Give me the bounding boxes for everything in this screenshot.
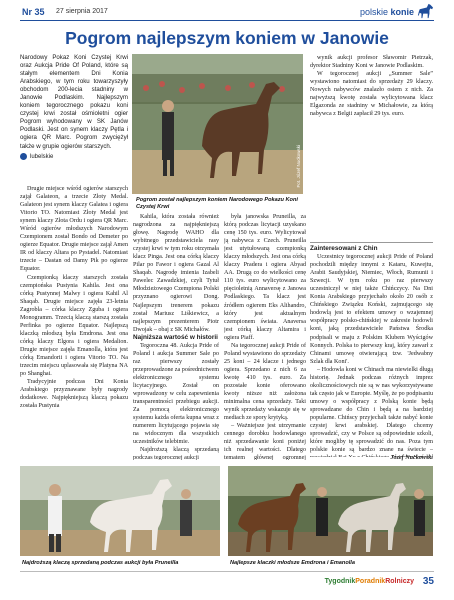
caption-bottom-left: Najdroższą klaczą sprzedaną podczas aukcji była Pruneilla: [22, 560, 179, 566]
footer-brand: [325, 578, 414, 585]
section-subhead: Najniższa wartość w historii: [133, 333, 218, 341]
caption-top: Pogrom został najlepszym koniem Narodowego Pokazu Koni Czystej Krwi: [136, 197, 298, 210]
footer-brand-part1: Tygodnik: [324, 578, 356, 585]
header-rule: [20, 20, 434, 21]
author-line: [20, 153, 128, 161]
photo-pogrom-image: [132, 54, 303, 194]
col3-paragraph: była janowska Pruneilla, za którą podczas licytacji uzyskano cenę 150 tys. euro. Wylicytował ją nabywca z Czech. Pruneilla jest utytułowaną czempionką klaczy młodszych. Jest ona córką klaczy Pradera i ogiera Abyad AA. Drugą co do wielkości cenę 110 tys. euro wylicytowano za pięcioletnią Annaversę z Janowa Podlaskiego. Ta klacz jest źródłem ogierem Eks Alihandro, który jest aktualnym czempionem świata. Anaversa jest córką klaczy Altamira i ogiera Piaff.: [224, 214, 306, 341]
issue-number: Nr 35: [22, 7, 45, 17]
brand-prefix: polskie: [359, 7, 388, 17]
col2-paragraph: Kahila, która została również nagrodzona za najpiękniejszą głowę. Nagrodę WAHO dla wybitnego przedstawiciela rasy czystej krwi w tym roku otrzymała klacz Pinga. Jest ona córką klaczy Pilar po Fawor i ogiera Gazal Al Shaqab. Nagrodę imienia Izabeli Pawelec Zawadzkiej, czyli Tytuł Młodzieżowego Czempiona Polski przyznano ogierowi Dong. Najlepszym trenerem pokazu został Mariusz Liśkiewicz, a najlepszym prezenterem Piotr Dwojak – obaj z SK Michałów.: [133, 214, 219, 333]
article-column-4: [310, 54, 433, 239]
sidebar-paragraph: Uczestnicy tegorocznej aukcji Pride of Poland pochodzili między innymi z Kataru, Kuwejtu, Arabii Saudyjskiej, Niemiec, Włoch, Rumunii i Szwecji. W tym roku po raz pierwszy uczestniczył w niej także Chińczycy. Na Dni Konia Arabskiego przyjechało około 20 osób z Chińskiego Związku Koński, zajmującego się hodowlą jest to efektem umowy o wzajemnej współpracy polsko-chińskiej w zakresie hodowli koni, jaką przedstawiciele Państwa Środka podpisali w maju z Polskim Klubem Wyścigów Konnych. Polska to pierwszy kraj, który zawarł z Chinami umowę otwierającą tzw. 'Jedwabny Szlak dla Koni'.: [310, 254, 433, 365]
photo-pogrom: [132, 54, 303, 194]
brand-title: [360, 7, 414, 17]
article-lead: [20, 54, 128, 174]
col4-paragraph: W tegorocznej aukcji „Summer Sale” wystawiono natomiast do sprzedaży 29 klaczy. Nowych nabywców znalazło osiem z nich. Za najwyższą kwotę została wylicytowana klacz Elgazonda ze stadniny w Michałowie, za którą nabywca z Belgii zapłacił 29 tys. euro.: [310, 71, 433, 118]
issue-date: 27 sierpnia 2017: [56, 8, 108, 15]
caption-bottom-right: Najlepsze klaczki młodsze Emdrona i Emanolla: [230, 560, 355, 566]
page-number: 35: [422, 576, 434, 587]
photo-emdrona-emanolla-image: [228, 466, 433, 556]
brand-main: konie: [390, 7, 414, 17]
col2-paragraph: Najdroższą klaczą sprzedaną podczas tegorocznej aukcji: [133, 447, 219, 460]
sidebar-rule: [310, 242, 433, 243]
photo-emdrona-emanolla: [228, 466, 433, 556]
col1-paragraph: Tradycyjnie podczas Dni Konia Arabskiego przyznawane były nagrody dodatkowe. Najpiękniejszą klaczą pokazu została Pustynia: [20, 379, 128, 410]
col2-paragraph: Tegoroczna 48. Aukcja Pride of Poland i aukcja Summer Sale po raz pierwszy zostały przeprowadzone za pośrednictwem elektronicznego systemu licytacyjnego. Został on wprowadzony w celu zapewnienia transparentności przebiegu aukcji. Za pomocą elektronicznego systemu każda oferta kupna wraz z numerem licytującego pojawia się na widocznym dla wszystkich uczestników telebimie.: [133, 342, 219, 446]
photo-credit: Fot. Józef Nuckowski: [296, 145, 301, 188]
sidebar-title: Zainteresowani z Chin: [310, 245, 378, 252]
col3-paragraph: Na tegorocznej aukcji Pride of Poland wystawiono do sprzedaży 25 koni – 24 klacze i jednego ogiera. Sprzedano z nich 6 za kwotę 410 tys. euro. Za pozostałe konie oferowano kwoty niższe niż założona minimalna cena sprzedaży. Taki wynik sprzedaży wskazuje się w mediach ze spory krytyką.: [224, 342, 306, 422]
article-column-2: [133, 213, 219, 460]
col4-paragraph: wynik aukcji profesor Sławomir Pietrzak, dyrektor Stadniny Koni w Janowie Podlaskim.: [310, 55, 433, 70]
author-region: lubelskie: [30, 153, 54, 160]
signature-box: [310, 454, 433, 463]
lead-paragraph: Narodowy Pokaz Koni Czystej Krwi oraz Aukcja Pride Of Poland, które są stałym elementem Dni Konia Arabskiego, w tym roku towarzyszyły obchodom 200-lecia stadniny w Janowie Podlaskim. Najlepszym koniem tegorocznego pokazu koni czystej krwi został ośmioletni ogier Pogrom wyhodowany w SK Janów Podlaski. Jest on synem klaczy Pętla i ogiera QR Marc. Pogrom zwyciężył także w grupie ogierów starszych.: [20, 54, 128, 150]
footer-brand-part2: Poradnik: [355, 578, 386, 585]
article-column-1: [20, 185, 128, 460]
article-column-3: [224, 213, 306, 460]
photo-pruneilla-image: [20, 466, 220, 556]
col1-paragraph: Czempionką klaczy starszych została czempiońska Pustynia Kahila. Jest ona córką Pustynnej Malwy i ogiera Kahil Al Shaqab. Drugie miejsce zajęła 23-letnia Zagrobla – córka klaczy Zguba i ogiera Monogramm. Trzecią klaczą starszą została Perfinka po ogierze Equator. Najlepszą klaczką młodszą była Emdrona. Jest ona córką klaczy Elgora i ogiera Medalion. Drugie miejsce zajęła Emanolla, która jest córką Emandorii i ogiera Vitorio TO. Na trzecim miejscu uplasowała się Platyna NA po Shanghai.: [20, 274, 128, 378]
article-signature: Józef Nuckowski: [390, 455, 433, 461]
footer-rule: [20, 571, 434, 572]
article-title: Pogrom najlepszym koniem w Janowie: [65, 28, 389, 48]
footer-brand-part3: Rolniczy: [385, 578, 414, 585]
horse-silhouette-icon: [416, 3, 434, 19]
photo-pruneilla: [20, 466, 220, 556]
sidebar-paragraph: – Hodowla koni w Chinach ma niewielki długą historię. Jednak podczas różnych imprez okolicznościowych nie są w nas wykorzystywane tak często jak w Europie. Myślę, że po podpisaniu umowy o współpracy z Polską konie będą sprowadzane do Chin i będą a na bardziej popularne. Chińscy przyjechali także nabyć konie czystej krwi arabskiej. Dlatego chcemy sprowadzić, czy w Polsce są odpowiednie szkoli, które mogliby tę sprowadzić do nas. Poza tym polskie konie są bardzo znane na świecie –: [310, 366, 433, 454]
sidebar-box: [310, 245, 433, 457]
location-dot-icon: [20, 153, 27, 160]
col1-paragraph: Drugie miejsce wśród ogierów starszych zajął Galateon, a trzecie Złoty Medal. Galateon jest synem klaczy Galatea i ogiera Vitorio TO. Natomiast Złoty Medal jest synem klaczy Złota Ordu i ogiera QR Marc. Wśród ogierów młodszych Narodowym Czempionem został Bondo od Demeter po ogierze Equator. Drugie miejsce zajął Amen IR od klaczy Altara po Pystadel. Natomiast trzecie – Dastan od Damy Pik po ogierze Equator.: [20, 186, 128, 273]
col3-paragraph: – Ważniejsze jest utrzymanie cennego dorobku hodowlanego niż sprzedawanie koni poniżej ich realnej wartości. Dlatego tematem głównej ogromnej: [224, 423, 306, 460]
